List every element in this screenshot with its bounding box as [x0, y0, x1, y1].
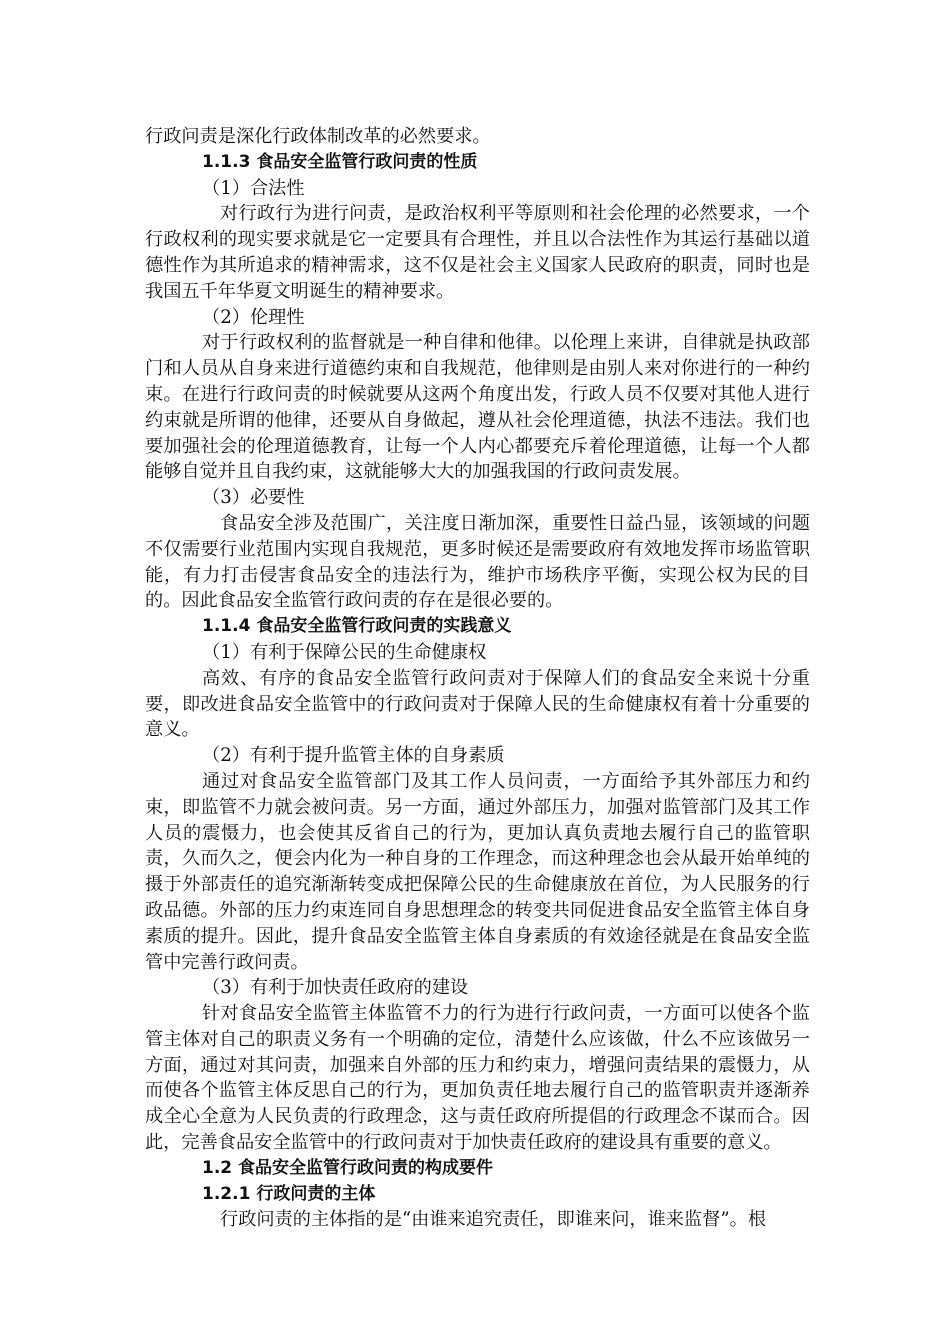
paragraph: 行政问责的主体指的是“由谁来追究责任，即谁来问，谁来监督”。根: [220, 1209, 767, 1231]
list-item-heading: （3）有利于加快责任政府的建设: [202, 977, 469, 999]
section-heading: 1.1.3 食品安全监管行政问责的性质: [202, 151, 478, 172]
list-item-heading: （2）伦理性: [202, 306, 305, 328]
section-heading: 1.2.1 行政问责的主体: [202, 1183, 376, 1204]
section-heading: 1.2 食品安全监管行政问责的构成要件: [202, 1157, 494, 1178]
list-item-heading: （1）合法性: [202, 177, 305, 199]
document-page: [145, 124, 810, 1233]
paragraph: 对于行政权利的监督就是一种自律和他律。以伦理上来讲，自律就是执政部门和人员从自身来进行道德约束和自我规范，他律则是由别人来对你进行的一种约束。在进行行政问责的时候就要从这两个角度出发，行政人员不仅要对其他人进行约束就是所谓的他律，还要从自身做起，遵从社会伦理道德，执法不违法。我们也要加强社会的伦理道德教育，让每一个人内心都要充斥着伦理道德，让每一个人都能够自觉并且自我约束，这就能够大大的加强我国的行政问责发展。: [145, 332, 810, 483]
paragraph: 食品安全涉及范围广，关注度日渐加深，重要性日益凸显，该领域的问题不仅需要行业范围内实现自我规范，更多时候还是需要政府有效地发挥市场监管职能，有力打击侵害食品安全的违法行为，维护市场秩序平衡，实现公权为民的目的。因此食品安全监管行政问责的存在是很必要的。: [145, 512, 810, 612]
paragraph: 针对食品安全监管主体监管不力的行为进行行政问责，一方面可以使各个监管主体对自己的职责义务有一个明确的定位，清楚什么应该做，什么不应该做另一方面，通过对其问责，加强来自外部的压力和约束力，增强问责结果的震慑力，从而使各个监管主体反思自己的行为，更加负责任地去履行自己的监管职责并逐渐养成全心全意为人民负责的行政理念，这与责任政府所提倡的行政理念不谋而合。因此，完善食品安全监管中的行政问责对于加快责任政府的建设具有重要的意义。: [145, 1003, 810, 1154]
list-item-heading: （3）必要性: [202, 487, 305, 509]
paragraph: 高效、有序的食品安全监管行政问责对于保障人们的食品安全来说十分重要，即改进食品安全监管中的行政问责对于保障人民的生命健康权有着十分重要的意义。: [145, 667, 810, 741]
paragraph: 对行政行为进行问责，是政治权利平等原则和社会伦理的必然要求，一个行政权利的现实要求就是它一定要具有合理性，并且以合法性作为其运行基础以道德性作为其所追求的精神需求，这不仅是社会主义国家人民政府的职责，同时也是我国五千年华夏文明诞生的精神要求。: [145, 203, 810, 302]
list-item-heading: （2）有利于提升监管主体的自身素质: [202, 745, 505, 767]
paragraph: 行政问责是深化行政体制改革的必然要求。: [145, 126, 491, 147]
paragraph: 通过对食品安全监管部门及其工作人员问责，一方面给予其外部压力和约束，即监管不力就会被问责。另一方面，通过外部压力，加强对监管部门及其工作人员的震慑力，也会使其反省自己的行为，更加认真负责地去履行自己的监管职责，久而久之，便会内化为一种自身的工作理念，而这种理念也会从最开始单纯的摄于外部责任的追究渐渐转变成把保障公民的生命健康放在首位，为人民服务的行政品德。外部的压力约束连同自身思想理念的转变共同促进食品安全监管主体自身素质的提升。因此，提升食品安全监管主体自身素质的有效途径就是在食品安全监管中完善行政问责。: [145, 770, 810, 973]
list-item-heading: （1）有利于保障公民的生命健康权: [202, 641, 487, 663]
section-heading: 1.1.4 食品安全监管行政问责的实践意义: [202, 616, 512, 637]
